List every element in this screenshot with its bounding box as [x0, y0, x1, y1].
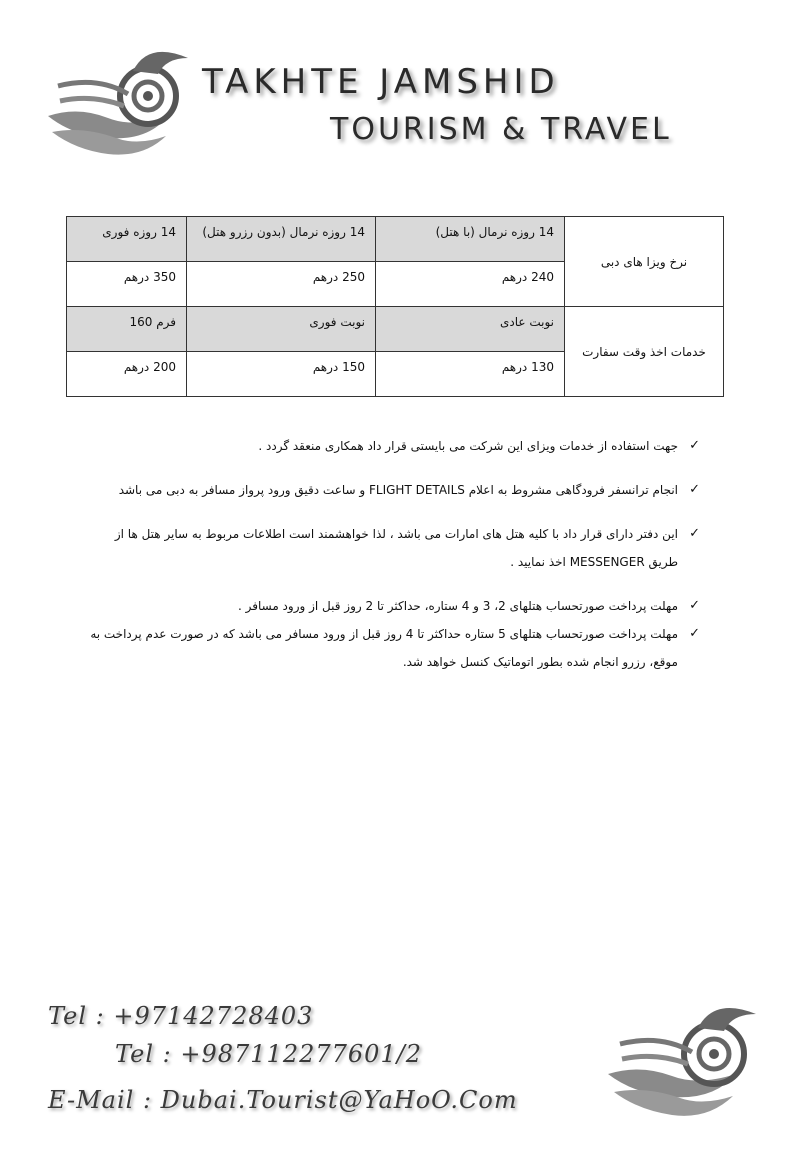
note-text: مهلت پرداخت صورتحساب هتلهای 5 ستاره حداکثر تا 4 روز قبل از ورود مسافر می باشد که در صورت عدم پرداخت به موقع، رزرو انجام شده بطور اتوماتیک کنسل خواهد شد.	[90, 627, 678, 669]
checkmark-icon: ✓	[689, 482, 700, 497]
table-cell: 14 روزه فوری	[67, 217, 187, 262]
note-text: انجام ترانسفر فرودگاهی مشروط به اعلام FLIGHT DETAILS و ساعت دقیق ورود پرواز مسافر به دبی می باشد	[118, 483, 678, 497]
table-cell: 14 روزه نرمال (با هتل)	[376, 217, 565, 262]
note-text: مهلت پرداخت صورتحساب هتلهای 2، 3 و 4 ستاره، حداکثر تا 2 روز قبل از ورود مسافر .	[237, 599, 678, 613]
row-head-visa: نرخ ویزا های دبی	[565, 217, 724, 307]
table-cell: نوبت عادی	[376, 307, 565, 352]
swirl-bird-logo-icon	[38, 46, 208, 166]
table-cell: 14 روزه نرمال (بدون رزرو هتل)	[187, 217, 376, 262]
contact-footer	[0, 990, 800, 1150]
list-item	[90, 520, 700, 576]
list-item	[90, 476, 700, 504]
table-cell: نوبت فوری	[187, 307, 376, 352]
note-text: جهت استفاده از خدمات ویزای این شرکت می بایستی قرار داد همکاری منعقد گردد .	[258, 439, 678, 453]
brand-tagline: TOURISM & TRAVEL	[330, 112, 672, 147]
notes-list	[90, 432, 700, 692]
rates-table	[66, 216, 724, 397]
table-row	[67, 307, 724, 352]
table-cell: 200 درهم	[67, 352, 187, 397]
list-item	[90, 592, 700, 620]
checkmark-icon: ✓	[689, 526, 700, 541]
table-cell: 150 درهم	[187, 352, 376, 397]
brand-name: TAKHTE JAMSHID	[202, 62, 560, 102]
checkmark-icon: ✓	[689, 626, 700, 641]
row-head-embassy: خدمات اخذ وقت سفارت	[565, 307, 724, 397]
phone-iran: Tel : +987112277601/2	[115, 1040, 423, 1068]
table-row	[67, 217, 724, 262]
email-address: E-Mail : Dubai.Tourist@YaHoO.Com	[48, 1086, 518, 1114]
checkmark-icon: ✓	[689, 598, 700, 613]
table-cell: 130 درهم	[376, 352, 565, 397]
phone-uae: Tel : +97142728403	[48, 1002, 314, 1030]
table-cell: 240 درهم	[376, 262, 565, 307]
table-cell: 350 درهم	[67, 262, 187, 307]
swirl-bird-logo-icon	[598, 1002, 778, 1127]
checkmark-icon: ✓	[689, 438, 700, 453]
note-text: این دفتر دارای قرار داد با کلیه هتل های امارات می باشد ، لذا خواهشمند است اطلاعات مربوط به سایر هتل ها از طریق MESSENGER اخذ نمایید .	[114, 527, 678, 569]
table-cell: 250 درهم	[187, 262, 376, 307]
letterhead	[30, 40, 770, 170]
table-cell: فرم 160	[67, 307, 187, 352]
list-item	[90, 432, 700, 460]
list-item	[90, 620, 700, 676]
